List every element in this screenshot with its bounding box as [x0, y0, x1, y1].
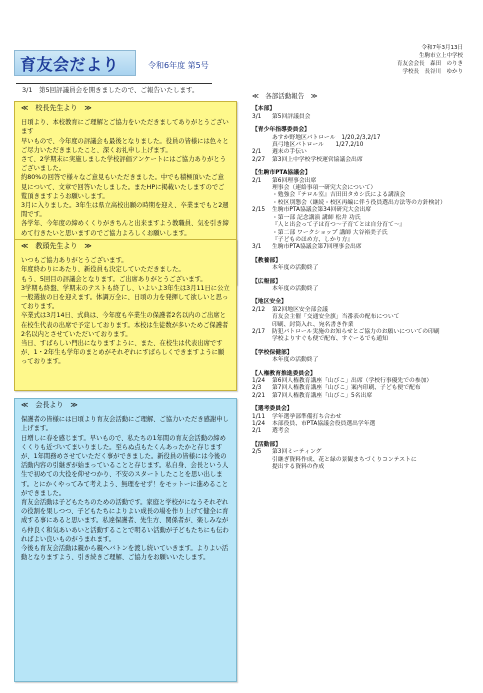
issue-number: 令和6年度 第5号: [148, 61, 209, 70]
activity-date: [252, 215, 272, 222]
activity-text: 生駒市PTA協議会第34回研究大会出席: [272, 207, 372, 214]
activity-date: [252, 192, 272, 199]
note-paragraph: もう、5回目の評議会となります。ご出席ありがとうございます。: [21, 275, 207, 283]
note-paragraph: 約80%の回答で様々なご意見もいただきました。中でも積極頂いたご意見について、文章で回答いたしました。またHPに掲載いたしますのでご覧頂きますようお願いします。: [21, 174, 225, 200]
activity-date: [252, 336, 272, 343]
activity-text: 第6回理事会出席: [272, 177, 317, 184]
activity-date: [252, 464, 272, 471]
activity-date: [252, 230, 272, 237]
activity-row: [252, 135, 472, 142]
activity-date: [252, 286, 272, 293]
activity-section: [252, 406, 472, 436]
activity-date: 3/1: [252, 244, 262, 251]
note-paragraph: 年度終わりにあたり、新役員も決定していただきました。: [21, 266, 185, 274]
activity-text: 育友会主催「交通安全旗」当番表の配布について: [272, 314, 400, 321]
activity-section: [252, 299, 472, 343]
activity-date: [252, 200, 272, 207]
activity-section: [252, 442, 472, 472]
note-paragraph: 卒業式は3月14日、式典は、今年度も卒業生の保護者2名以内のご出席と在校生代表の出席で予定しております。本校は生徒数が多いためご保護者2名以内とさせていただいております。: [21, 312, 229, 338]
activity-date: [252, 237, 272, 244]
note-paragraph: 3月に入りました。3年生は県立高校出願の時期を迎え、卒業までもと2週間です。: [21, 202, 229, 219]
activity-text: 選考会: [272, 428, 290, 435]
activity-section: [252, 170, 472, 251]
activity-date: 2/3: [252, 385, 262, 392]
activity-text: 本部役員、市PTA協議会役員選出学年選: [272, 421, 376, 428]
activity-text: 本年度の活動終了: [272, 357, 319, 364]
activity-section: [252, 371, 472, 401]
note-paragraph: 育友会活動は子どもたちのための活動です。家庭と学校がになうそれぞれの役割を果しつつ、子どもたちによりよい成長の場を作り上げて健全に育成する事にあると思います。私達保護者、先生方、関係者が、楽しみながら仲良く和気あいあいと活動することで明るい活動が子どもたちにも伝わればよい良いものがうまれます。: [21, 499, 229, 543]
activity-row: [252, 244, 472, 251]
note-paragraph: 各学年、今年度の締めくくりがきちんと出来ますよう教職員、気を引き締めて行きたいと思いますのでご協力よろしくお願いします。: [21, 220, 229, 237]
activity-row: [252, 336, 472, 343]
activity-date: [252, 265, 272, 272]
activity-text: 第7回人権教育講座「山びこ」案内印刷、子ども便で配布: [272, 385, 421, 392]
activity-date: 1/11: [252, 413, 266, 420]
activity-date: 2/5: [252, 449, 262, 456]
activity-date: 2/1: [252, 177, 262, 184]
activity-text: ・第一部 記念講演 講師 松井 功氏: [272, 214, 361, 221]
section-title: 【地区安全】: [252, 299, 287, 306]
activity-text: 第6回人権教育講座「山びこ」出席（学校行事優先での参加）: [272, 378, 433, 384]
header-meta: [397, 44, 463, 76]
section-title: 【学校保健部】: [252, 349, 293, 356]
section-title: 【本部】: [252, 106, 276, 113]
activity-row: [252, 393, 472, 400]
activity-date: 2/21: [252, 392, 266, 399]
activity-text: ・勉強会『テロル室』吉田田タカシ氏による講演会: [272, 192, 406, 199]
activity-report: [252, 93, 472, 477]
activity-row: [252, 314, 472, 321]
section-title: 【活動部】: [252, 441, 281, 448]
activity-section: [252, 258, 472, 273]
activity-row: [252, 414, 472, 421]
activity-date: 1/24: [252, 421, 266, 428]
activity-text: 学年選挙部準備打ち合わせ: [272, 413, 342, 420]
activity-row: [252, 114, 472, 121]
activity-text: 学校よりすぐも便で配布、すぐーるでも通知: [272, 336, 388, 343]
activity-text: 本年度の活動終了: [272, 285, 319, 292]
activity-text: あすか野地区パトロール 1/20,2/3,2/17: [272, 134, 381, 141]
activity-date: [252, 185, 272, 192]
activity-row: [252, 230, 472, 237]
issue-date: 令和7年3月13日: [421, 45, 463, 51]
activity-row: [252, 385, 472, 392]
activity-date: [252, 222, 272, 229]
activity-date: 2/12: [252, 306, 266, 313]
activity-text: 本年度の活動終了: [272, 265, 319, 272]
principal-name: 学校長 長谷川 ゆかり: [402, 69, 463, 75]
activity-row: [252, 149, 472, 156]
activity-text: 第2回地区安全部会議: [272, 306, 328, 313]
school-name: 生駒市立上中学校: [418, 53, 463, 59]
org-president: 育友会会長 森田 のりき: [396, 61, 463, 67]
activity-row: [252, 322, 472, 329]
note-heading: ≪ 会長より ≫: [21, 401, 78, 409]
activity-heading: ≪ 各部活動報告 ≫: [252, 92, 318, 100]
activity-text: 印刷、封筒入れ、宛名書き作業: [272, 321, 354, 328]
section-title: 【生駒市PTA協議会】: [252, 170, 311, 177]
activity-section: [252, 350, 472, 365]
activity-section: [252, 279, 472, 294]
activity-text: 引継ぎ資料作成、花と緑の景観まちづくりコンテストに: [272, 456, 417, 463]
activity-text: 防犯パトロール実施のお知らせとご協力のお願いについての印刷: [272, 328, 440, 335]
activity-text: ・校区別懇会（継続・校区再編に伴う役員選出方法等の方針検討）: [272, 199, 446, 206]
activity-date: [252, 357, 272, 364]
activity-date: 2/1: [252, 149, 262, 156]
activity-row: [252, 457, 472, 464]
note-paragraph: いつもご協力ありがとうございます。: [21, 257, 128, 265]
activity-text: 『人と出会って子は育つ〜子育てとは自分育て〜』: [272, 222, 406, 229]
activity-date: [252, 142, 272, 149]
note-paragraph: 早いもので、今年度の評議会も最後となりました。役員の皆様には色々とご尽力いただきましたこと、深くお礼申し上げます。: [21, 137, 229, 154]
activity-date: [252, 322, 272, 329]
activity-row: [252, 357, 472, 364]
note-paragraph: 当日、すばらしい門出になりますように、また、在校生は代表出席ですが、1・2年生も学年のまとめがそれぞれにすばらしくできますように願っております。: [21, 340, 225, 366]
activity-date: [252, 314, 272, 321]
note-paragraph: 3学期も終盤、学期末のテストも終了し、いよいよ3年生は3月11日に公立一般選抜の日を迎えます。体調万全に、日頃の力を発揮して欲しいと思っております。: [21, 284, 230, 311]
activity-row: [252, 464, 472, 471]
section-title: 【教養部】: [252, 257, 281, 264]
activity-text: 生駒市PTA協議会第7回理事会出席: [272, 244, 362, 251]
activity-text: 第5回評議員会: [272, 113, 311, 120]
activity-date: 2/1: [252, 428, 262, 435]
activity-text: 第3回ミーティング: [272, 449, 322, 456]
activity-section: [252, 106, 472, 121]
section-title: 【広報部】: [252, 278, 281, 285]
activity-text: 真弓地区パトロール 1/27,2/10: [272, 142, 364, 149]
activity-row: [252, 449, 472, 456]
note-heading: ≪ 校長先生より ≫: [21, 104, 92, 112]
section-title: 【人権教育推進委員会】: [252, 370, 316, 377]
activity-date: 2/17: [252, 328, 266, 335]
vice-principal-message: [14, 239, 237, 391]
note-paragraph: さて、2学期末に実施しました学校評価アンケートにはご協力ありがとうございました。: [21, 156, 227, 173]
president-message: [14, 398, 237, 682]
activity-section: [252, 127, 472, 164]
activity-text: ・第二部 ワークショップ 講師 大谷裕美子氏: [272, 229, 388, 236]
activity-text: 理事会（連絡事項一研究大会について）: [272, 185, 377, 192]
activity-date: 2/27: [252, 156, 266, 163]
activity-text: 第3回上中学校学校運営協議会出席: [272, 156, 363, 163]
activity-text: 提出する資料の作成: [272, 464, 325, 471]
activity-row: [252, 215, 472, 222]
note-paragraph: 日頃より、本校教育にご理解とご協力をいただきましてありがとうございます: [21, 119, 229, 136]
activity-row: [252, 157, 472, 164]
note-paragraph: 保護者の皆様には日頃より育友会活動にご理解、ご協力いただき感謝申し上げます。: [21, 416, 229, 433]
activity-row: [252, 192, 472, 199]
activity-row: [252, 178, 472, 185]
activity-row: [252, 207, 472, 214]
activity-text: 週末の手伝い: [272, 149, 307, 156]
activity-row: [252, 286, 472, 293]
activity-date: 1/24: [252, 378, 266, 384]
activity-row: [252, 265, 472, 272]
page-title: 育友会だより: [20, 55, 120, 74]
note-paragraph: 日増しに春を感じます。早いもので、私たちの1年間の育友会活動の締めくくりも近づいてまいりました。至らぬ点もたくんあったかと存じますが、1年間務めさせていただく事ができました。新役員の皆様には今後の活動内容の引継ぎが始まっていることと存じます。私自身、会長という人生で初めての大役を仰せつかり、不安のスタートしたことを思い出します。とにかくやってみて考えよう、無理をせず！をモットーに進めることができました。: [21, 434, 229, 497]
intro-text: 3/1 第5回評議員会を開きましたので、ご報告いたします。: [22, 86, 199, 94]
note-paragraph: 今後も育友会活動は親から親へバトンを渡し続いていきます。よりよい活動となりますよう、引き続きご理解、ご協力をお願いいたします。: [21, 545, 229, 562]
activity-date: [252, 135, 272, 142]
intro-rule: [16, 83, 212, 84]
note-heading: ≪ 教頭先生より ≫: [21, 242, 92, 250]
activity-date: 2/15: [252, 207, 266, 214]
activity-text: 『子どものほめ方、しかり方』: [272, 236, 354, 243]
activity-date: [252, 457, 272, 464]
activity-row: [252, 222, 472, 229]
activity-text: 第7回人権教育講座「山びこ」5名出席: [272, 392, 373, 399]
section-title: 【選考委員会】: [252, 406, 293, 413]
activity-row: [252, 428, 472, 435]
section-title: 【青少年指導委員会】: [252, 127, 310, 134]
activity-date: 3/1: [252, 113, 262, 120]
